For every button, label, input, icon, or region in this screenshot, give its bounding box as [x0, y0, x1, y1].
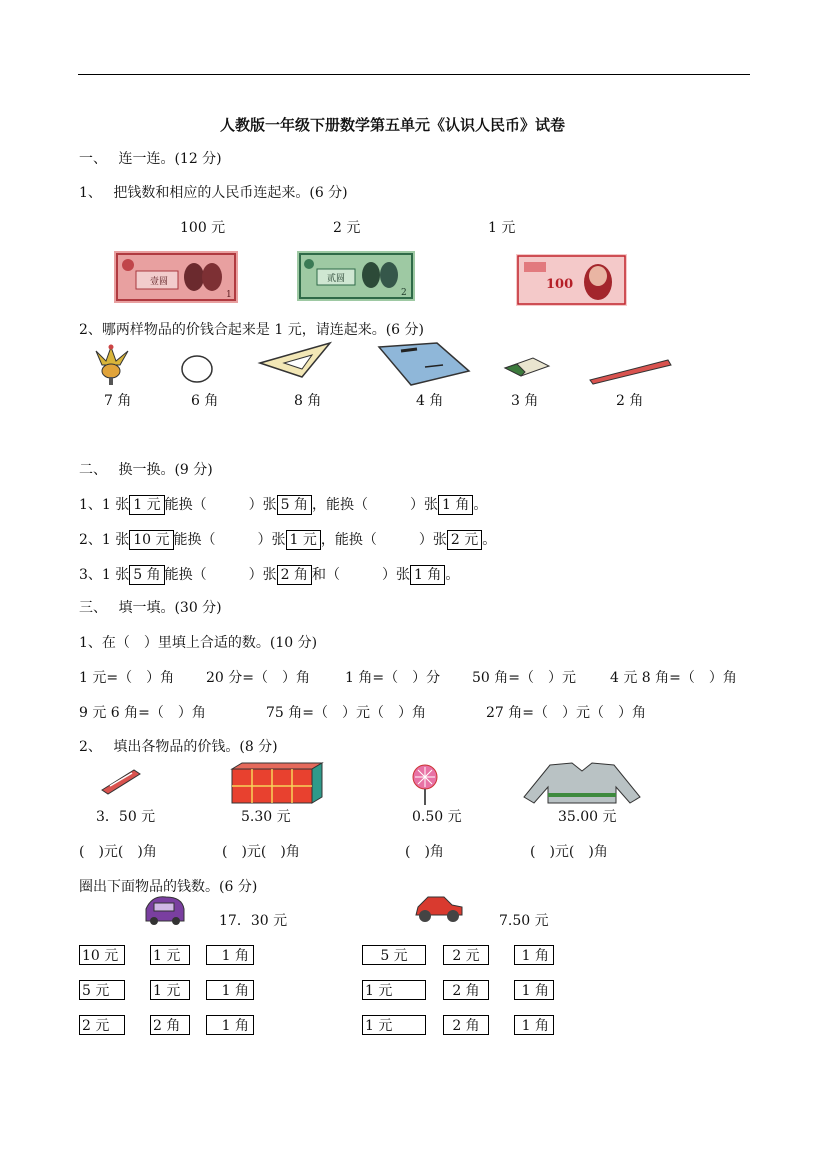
item-price: 0.50 元	[412, 809, 462, 825]
row-text: 能换（ ）张	[173, 532, 286, 548]
fill-blank: 20 分=（ ）角	[206, 670, 310, 686]
money-box: 2 角	[277, 565, 312, 585]
item-price: 17．30 元	[219, 913, 288, 929]
money-option[interactable]: 2 角	[443, 1015, 489, 1035]
price-blank: ( )元( )角	[530, 844, 608, 860]
price-blank: ( )角	[405, 844, 444, 860]
row-text: 能换（ ）张	[164, 497, 277, 513]
section-3-question-3: 圈出下面物品的钱数。(6 分)	[79, 879, 258, 895]
fill-blank: 75 角=（ ）元（ ）角	[266, 705, 426, 721]
section-1-heading: 一、 连一连。(12 分)	[79, 151, 222, 167]
item-price: 5.30 元	[241, 809, 291, 825]
row-end: 。	[482, 532, 497, 548]
pencil-image	[588, 356, 674, 384]
building-blocks-image	[230, 761, 324, 805]
money-option[interactable]: 1 角	[206, 980, 254, 1000]
money-option[interactable]: 1 角	[206, 1015, 254, 1035]
money-box: 1 角	[438, 495, 473, 515]
pencil-case-image	[100, 766, 142, 796]
money-option[interactable]: 10 元	[79, 945, 125, 965]
money-box: 1 元	[286, 530, 321, 550]
ball-image	[180, 354, 214, 384]
price-label: 2 角	[616, 393, 644, 409]
exchange-row	[79, 530, 496, 550]
toy-car-image	[412, 891, 464, 925]
fill-blank: 50 角=（ ）元	[472, 670, 576, 686]
price-label: 8 角	[294, 393, 322, 409]
money-option[interactable]: 2 元	[443, 945, 489, 965]
banknote-mark: 1	[226, 290, 232, 300]
banknote-one-yuan-image	[114, 251, 238, 303]
eraser-image	[503, 356, 551, 378]
money-box: 1 元	[129, 495, 164, 515]
money-box: 1 角	[410, 565, 445, 585]
money-option[interactable]: 1 元	[362, 980, 426, 1000]
money-box: 10 元	[129, 530, 173, 550]
section-1-question-2: 2、哪两样物品的价钱合起来是 1 元，请连起来。(6 分)	[79, 322, 424, 338]
toy-robot-image	[142, 893, 188, 927]
fill-blank: 1 元=（ ）角	[79, 670, 175, 686]
money-option[interactable]: 1 元	[150, 980, 190, 1000]
row-text: 和（ ）张	[311, 567, 410, 583]
money-option[interactable]: 1 元	[362, 1015, 426, 1035]
money-option[interactable]: 1 角	[514, 945, 554, 965]
money-box: 2 元	[447, 530, 482, 550]
exchange-row	[79, 565, 459, 585]
section-3-question-2: 2、 填出各物品的价钱。(8 分)	[79, 739, 278, 755]
jester-toy-image	[90, 343, 132, 387]
fill-blank: 4 元 8 角=（ ）角	[610, 670, 737, 686]
row-end: 。	[473, 497, 488, 513]
section-1-question-1: 1、 把钱数和相应的人民币连起来。(6 分)	[79, 185, 348, 201]
amount-label: 2 元	[333, 220, 361, 236]
row-text: ，能换（ ）张	[311, 497, 438, 513]
money-option[interactable]: 1 角	[514, 980, 554, 1000]
banknote-text: 壹圆	[150, 277, 169, 287]
money-option[interactable]: 1 角	[514, 1015, 554, 1035]
money-option[interactable]: 1 元	[150, 945, 190, 965]
fill-blank: 27 角=（ ）元（ ）角	[486, 705, 646, 721]
money-option[interactable]: 5 元	[79, 980, 125, 1000]
money-option[interactable]: 1 角	[206, 945, 254, 965]
amount-label: 1 元	[488, 220, 516, 236]
item-price: 35.00 元	[558, 809, 617, 825]
banknote-text: 贰圆	[327, 274, 346, 284]
money-box: 5 角	[129, 565, 164, 585]
money-box: 5 角	[277, 495, 312, 515]
price-blank: ( )元( )角	[222, 844, 300, 860]
row-prefix: 3、1 张	[79, 567, 130, 583]
row-prefix: 1、1 张	[79, 497, 130, 513]
row-end: 。	[445, 567, 460, 583]
money-option[interactable]: 2 元	[79, 1015, 125, 1035]
money-option[interactable]: 5 元	[362, 945, 426, 965]
top-rule	[78, 74, 750, 75]
row-text: 能换（ ）张	[164, 567, 277, 583]
price-label: 3 角	[511, 393, 539, 409]
section-3-question-1: 1、在（ ）里填上合适的数。(10 分)	[79, 635, 318, 651]
row-text: ，能换（ ）张	[320, 532, 447, 548]
lollipop-image	[408, 764, 442, 806]
price-label: 4 角	[416, 393, 444, 409]
price-label: 6 角	[191, 393, 219, 409]
banknote-mark: 2	[401, 288, 407, 298]
money-option[interactable]: 2 角	[443, 980, 489, 1000]
banknote-two-yuan-image	[297, 251, 415, 301]
fill-blank: 1 角=（ ）分	[345, 670, 441, 686]
banknote-hundred-yuan-image	[516, 254, 627, 306]
amount-label: 100 元	[180, 220, 226, 236]
item-price: 3．50 元	[96, 809, 156, 825]
fill-blank: 9 元 6 角=（ ）角	[79, 705, 206, 721]
section-3-heading: 三、 填一填。(30 分)	[79, 600, 222, 616]
sweater-image	[520, 761, 644, 805]
price-blank: ( )元( )角	[79, 844, 157, 860]
page-title: 人教版一年级下册数学第五单元《认识人民币》试卷	[220, 116, 566, 134]
item-price: 7.50 元	[499, 913, 549, 929]
price-label: 7 角	[104, 393, 132, 409]
banknote-mark: 100	[546, 277, 574, 292]
notebook-image	[377, 341, 472, 387]
row-prefix: 2、1 张	[79, 532, 130, 548]
section-2-heading: 二、 换一换。(9 分)	[79, 462, 213, 478]
money-option[interactable]: 2 角	[150, 1015, 190, 1035]
exchange-row	[79, 495, 487, 515]
triangle-ruler-image	[258, 341, 334, 379]
